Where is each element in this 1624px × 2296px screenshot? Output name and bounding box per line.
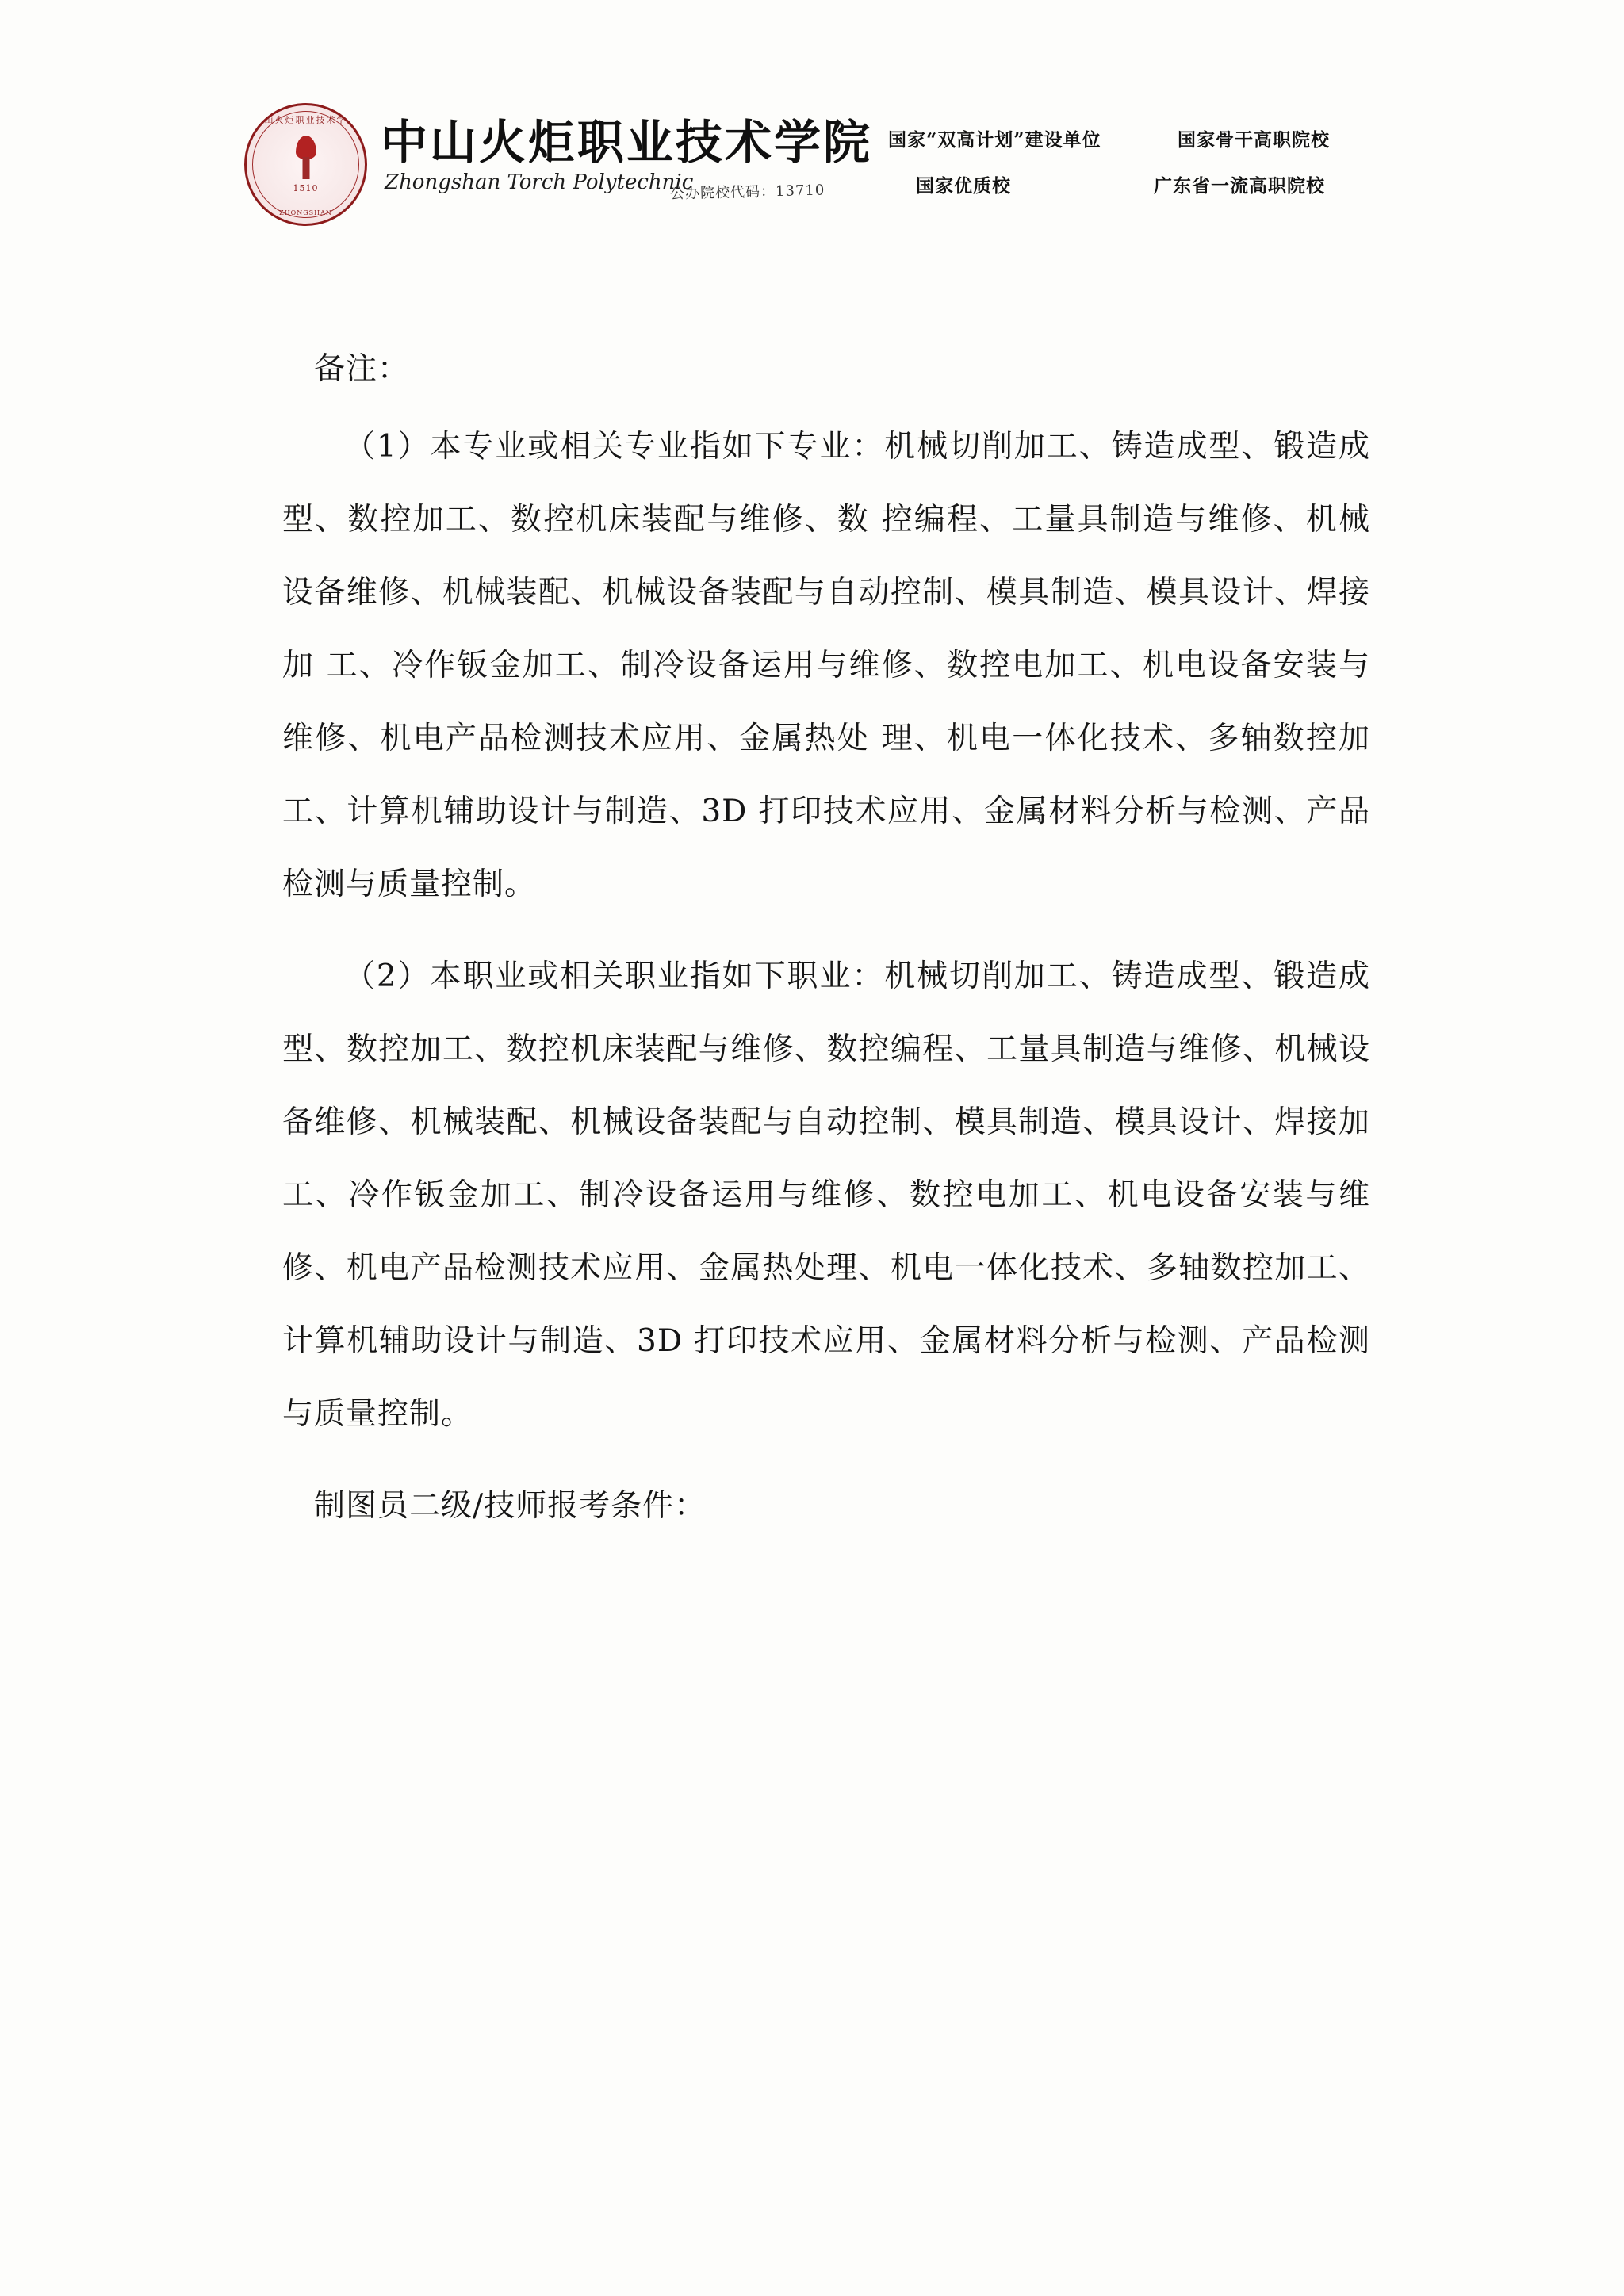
badge-gugan: 国家骨干高职院校 (1178, 129, 1330, 151)
school-name-cn: 中山火炬职业技术学院 (381, 115, 873, 170)
torch-handle-icon (302, 157, 309, 179)
badge-shuanggao: 国家“双高计划”建设单位 (888, 129, 1101, 151)
document-body (282, 333, 1370, 1548)
letterhead (238, 95, 1396, 238)
torch-flame-icon (296, 136, 316, 159)
badge-youzhi: 国家优质校 (916, 175, 1011, 197)
seal-bottom-text: ZHONGSHAN (279, 209, 332, 216)
torch-icon (293, 136, 320, 180)
section-heading: 备注： (314, 351, 410, 387)
school-name-en: Zhongshan Torch Polytechnic (385, 170, 694, 194)
school-seal-icon (244, 103, 367, 226)
seal-year: 1510 (293, 183, 319, 193)
paragraph-2: （2）本职业或相关职业指如下职业：机械切削加工、铸造成型、锻造成型、数控加工、数控机床装配与维修、数控编程、工量具制造与维修、机械设备维修、机械装配、机械设备装配与自动控制、模具制造、模具设计、焊接加工、冷作钣金加工、制冷设备运用与维修、数控电加工、机电设备安装与维修、机电产品检测技术应用、金属热处理、机电一体化技术、多轴数控加工、计算机辅助设计与制造、3D 打印技术应用、金属材料分析与检测、产品检测与质量控制。 (282, 959, 1370, 1432)
school-code: 公办院校代码：13710 (669, 182, 825, 203)
paragraph-3: 制图员二级/技师报考条件： (314, 1488, 707, 1524)
paragraph-1: （1）本专业或相关专业指如下专业：机械切削加工、铸造成型、锻造成型、数控加工、数控机床装配与维修、数 控编程、工量具制造与维修、机械设备维修、机械装配、机械设备装配与自动控制、模具制造、模具设计、焊接加 工、冷作钣金加工、制冷设备运用与维修、数控电加工、机电设备安装与维修、机电产品检测技术应用、金属热处 理、机电一体化技术、多轴数控加工、计算机辅助设计与制造、3D 打印技术应用、金属材料分析与检测、产品检测与质量控制。 (282, 429, 1370, 902)
seal-arc-text: 中山火炬职业技术学院 (254, 115, 358, 125)
badge-yiliu: 广东省一流高职院校 (1154, 175, 1325, 197)
